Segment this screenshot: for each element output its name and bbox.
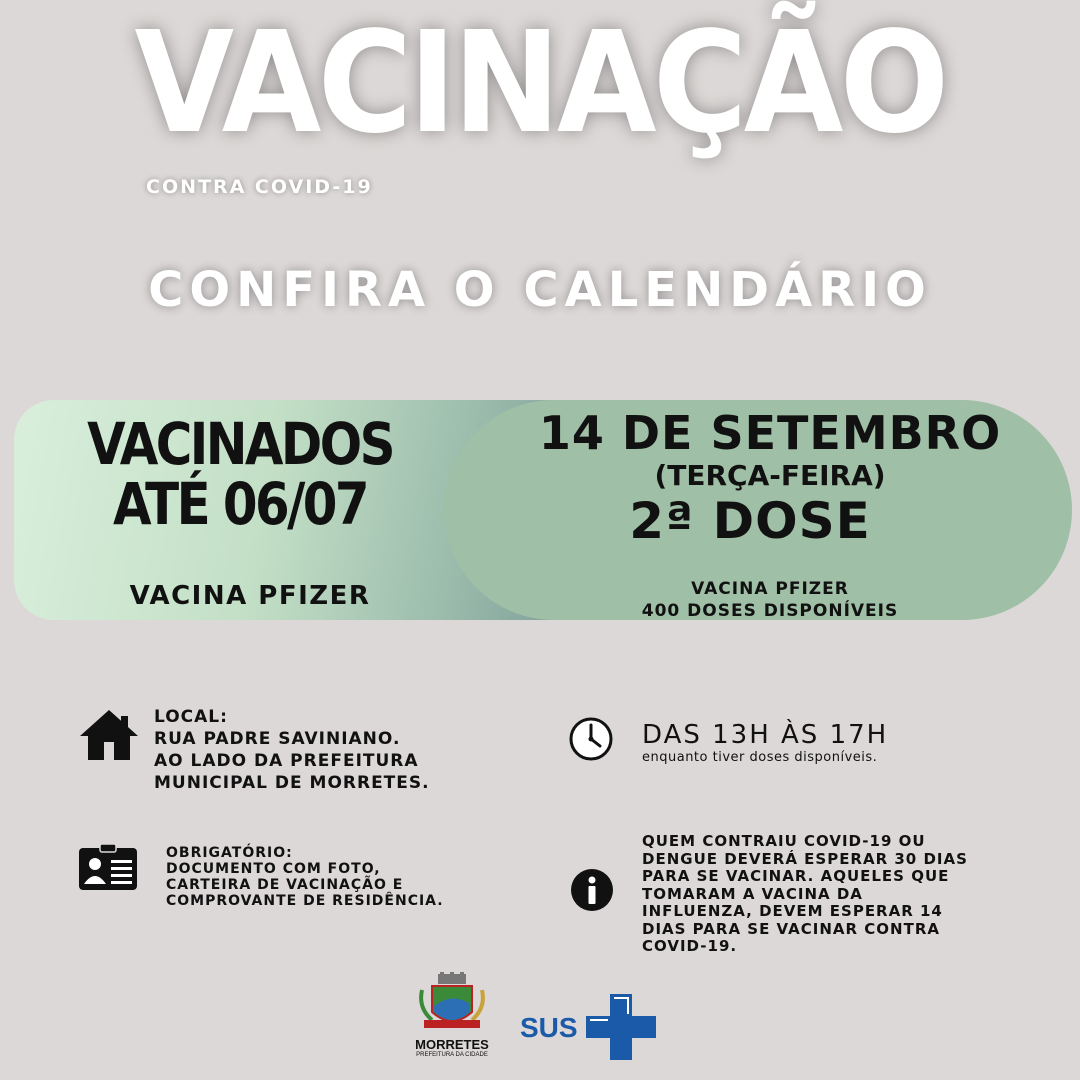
morretes-crest-icon — [410, 972, 494, 1034]
vaccinated-line-2: ATÉ 06/07 — [112, 470, 368, 538]
notice-line: COVID-19. — [642, 937, 738, 955]
location-line: AO LADO DA PREFEITURA — [154, 751, 419, 771]
morretes-name: MORRETES — [415, 1037, 489, 1052]
notice-line: DIAS PARA SE VACINAR CONTRA — [642, 919, 940, 938]
morretes-subtitle: PREFEITURA DA CIDADE — [416, 1052, 488, 1058]
left-vaccine-label: VACINA PFIZER — [129, 581, 371, 611]
page-subtitle: CONTRA COVID-19 — [146, 176, 373, 198]
location-line: MUNICIPAL DE MORRETES. — [154, 773, 430, 793]
required-documents — [166, 845, 444, 909]
tagline: CONFIRA O CALENDÁRIO — [148, 262, 932, 318]
location-label: LOCAL: — [154, 707, 228, 727]
opening-hours: DAS 13H ÀS 17H — [642, 720, 889, 750]
required-label: OBRIGATÓRIO: — [166, 845, 293, 861]
sus-text: SUS — [520, 1012, 578, 1043]
page-title: VACINAÇÃO — [134, 2, 946, 165]
right-vaccine-label: VACINA PFIZER — [691, 579, 849, 599]
schedule-date: 14 DE SETEMBRO — [538, 406, 1002, 460]
info-icon — [570, 868, 614, 912]
notice-line: PARA SE VACINAR. AQUELES QUE — [642, 867, 950, 885]
location-info — [154, 706, 430, 794]
home-icon — [78, 708, 140, 762]
required-line: COMPROVANTE DE RESIDÊNCIA. — [166, 893, 444, 909]
sus-logo — [520, 990, 660, 1060]
dose-label: 2ª DOSE — [629, 492, 871, 550]
right-vaccine-info — [460, 578, 1080, 622]
doses-available: 400 DOSES DISPONÍVEIS — [641, 601, 899, 621]
required-line: CARTEIRA DE VACINAÇÃO E — [166, 877, 404, 893]
required-line: DOCUMENTO COM FOTO, — [166, 861, 381, 877]
vaccinated-line-1: VACINADOS — [87, 410, 393, 478]
location-line: RUA PADRE SAVINIANO. — [154, 729, 401, 749]
notice-line: DENGUE DEVERÁ ESPERAR 30 DIAS — [642, 849, 968, 868]
opening-hours-note: enquanto tiver doses disponíveis. — [642, 750, 878, 765]
notice-line: INFLUENZA, DEVEM ESPERAR 14 — [642, 902, 943, 920]
morretes-logo — [410, 972, 494, 1062]
waiting-notice — [642, 833, 968, 956]
sus-cross-icon — [586, 994, 656, 1060]
schedule-weekday: (TERÇA-FEIRA) — [654, 459, 886, 492]
notice-line: TOMARAM A VACINA DA — [642, 884, 863, 903]
vaccinated-until — [59, 410, 420, 538]
clock-icon — [568, 716, 614, 762]
id-card-icon — [78, 842, 138, 892]
notice-line: QUEM CONTRAIU COVID-19 OU — [642, 832, 926, 850]
